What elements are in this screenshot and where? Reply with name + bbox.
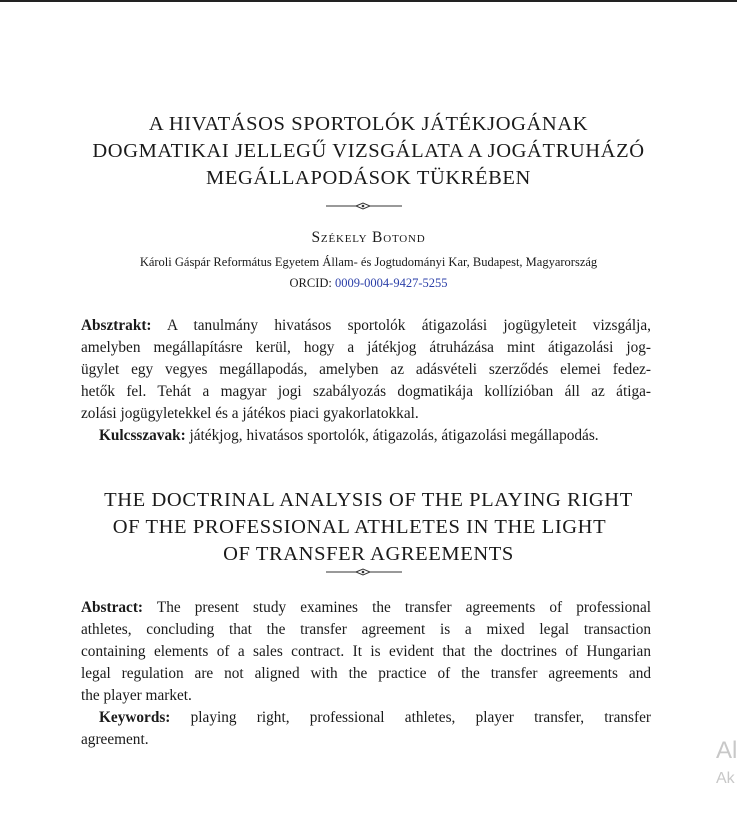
abstract-line: zolási jogügyletekkel és a játékos piaci gyakorlatokkal. (81, 405, 419, 422)
abstract-line: legal regulation are not aligned with the practice of the transfer agreements and (81, 665, 651, 682)
hungarian-title (60, 111, 677, 192)
clipped-edge-text: Al (716, 737, 737, 764)
abstract-line: ügylet egy vegyes megállapodás, amelyben az adásvételi szerződés elemei fedez- (81, 361, 651, 378)
keywords-label: Kulcsszavak: (99, 427, 186, 444)
english-title (60, 487, 677, 568)
author-name: Székely Botond (311, 229, 426, 246)
abstract-line: athletes, concluding that the transfer agreement is a mixed legal transaction (81, 621, 651, 638)
english-abstract (81, 597, 651, 751)
abstract-line: containing elements of a sales contract. It is evident that the doctrines of Hungarian (81, 643, 651, 660)
abstract-line: the player market. (81, 687, 192, 704)
abstract-label: Absztrakt: (81, 317, 152, 334)
english-title-line-3: OF TRANSFER AGREEMENTS (223, 543, 514, 565)
author-affiliation: Károli Gáspár Református Egyetem Állam- és Jogtudományi Kar, Budapest, Magyarország (139, 255, 598, 269)
keywords-line: Kulcsszavak: játékjog, hivatásos sportolók, átigazolás, átigazolási megállapodás. (99, 427, 599, 444)
clipped-edge-text: Ak (716, 770, 735, 787)
abstract-label: Abstract: (81, 599, 144, 616)
title-ornament-divider (318, 567, 408, 577)
keywords-line: Keywords: playing right, professional athletes, player transfer, transfer (99, 709, 651, 726)
abstract-line: hetők fel. Tehát a magyar jogi szabályozás dogmatikája kollízióban áll az átiga- (81, 383, 651, 400)
hungarian-title-line-3: MEGÁLLAPODÁSOK TÜKRÉBEN (206, 167, 531, 189)
english-title-line-1: THE DOCTRINAL ANALYSIS OF THE PLAYING RIGHT (104, 489, 633, 511)
english-title-line-2: OF THE PROFESSIONAL ATHLETES IN THE LIGHT (112, 516, 607, 538)
orcid-line (0, 276, 737, 291)
orcid-label: ORCID: (289, 276, 332, 290)
keywords-label: Keywords: (99, 709, 171, 726)
hungarian-title-line-2: DOGMATIKAI JELLEGŰ VIZSGÁLATA A JOGÁTRUHÁZÓ (92, 140, 645, 162)
hungarian-title-line-1: A HIVATÁSOS SPORTOLÓK JÁTÉKJOGÁNAK (148, 113, 589, 135)
orcid-link[interactable]: 0009-0004-9427-5255 (335, 276, 448, 290)
abstract-line: Absztrakt: A tanulmány hivatásos sportolók átigazolási jogügyleteit vizsgálja, (81, 317, 652, 334)
page-top-border (0, 0, 737, 2)
keywords-line: agreement. (81, 731, 149, 748)
title-ornament-divider (318, 201, 408, 211)
hungarian-abstract (81, 315, 651, 447)
abstract-line: amelyben megállapításre kerül, hogy a játékjog átruházása mint átigazolási jog- (81, 339, 651, 356)
abstract-line: Abstract: The present study examines the transfer agreements of professional (81, 599, 651, 616)
